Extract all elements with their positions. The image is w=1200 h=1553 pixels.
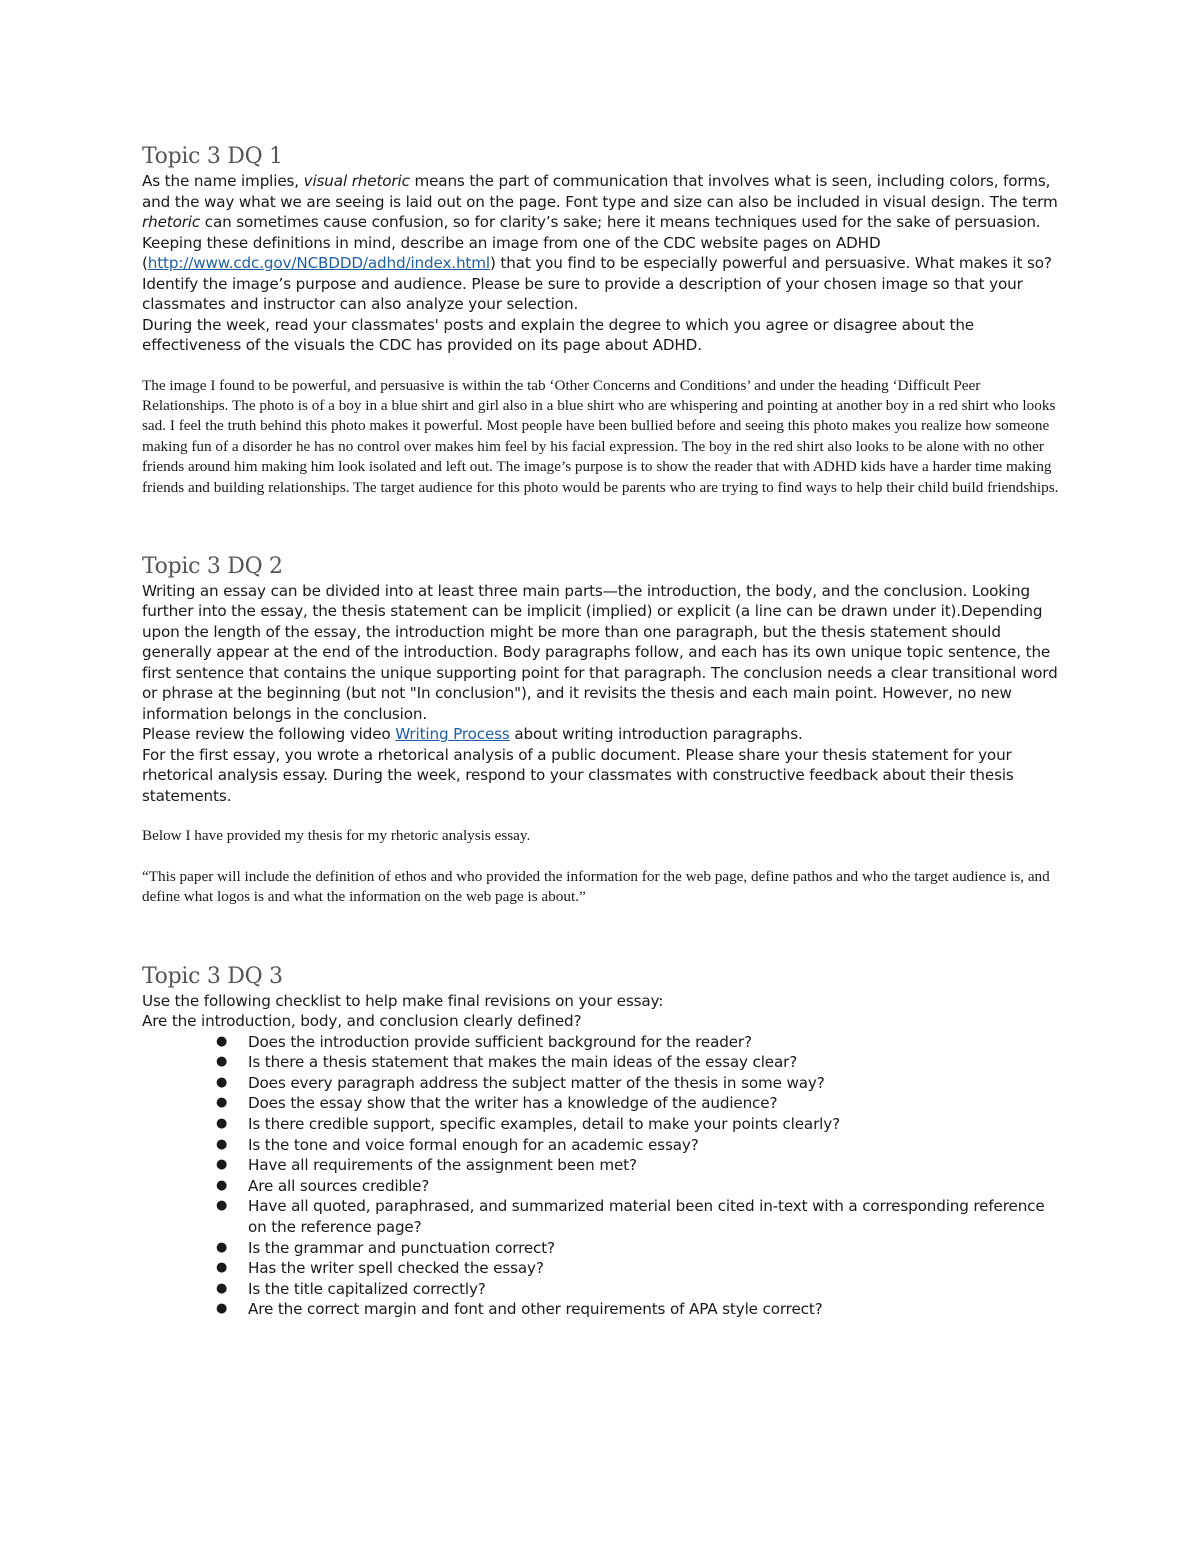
- bullet-icon: ●: [216, 1116, 228, 1132]
- checklist-item: [216, 1093, 1062, 1114]
- bullet-icon: ●: [216, 1054, 228, 1070]
- checklist-item: [216, 1032, 1062, 1053]
- checklist-item-text: Are the correct margin and font and other requirements of APA style correct?: [248, 1300, 823, 1319]
- cdc-adhd-link[interactable]: http://www.cdc.gov/NCBDDD/adhd/index.html: [147, 254, 490, 272]
- checklist-item-text: Is the tone and voice formal enough for an academic essay?: [248, 1135, 699, 1154]
- bullet-icon: ●: [216, 1280, 228, 1296]
- checklist-item: [216, 1279, 1062, 1300]
- checklist-item: [216, 1176, 1062, 1197]
- dq1-heading: Topic 3 DQ 1: [142, 144, 283, 169]
- dq2-p2-text-a: Please review the following video: [142, 725, 396, 744]
- dq1-p1-emphasis-visual-rhetoric: visual rhetoric: [303, 172, 410, 190]
- bullet-icon: ●: [216, 1177, 228, 1193]
- checklist-item: [216, 1299, 1062, 1320]
- checklist-item: [216, 1258, 1062, 1279]
- dq1-prompt-paragraph-1: [142, 171, 1062, 233]
- checklist-item-text: Are all sources credible?: [248, 1176, 430, 1195]
- revision-checklist: [142, 1032, 1062, 1320]
- dq1-p1-text-c: can sometimes cause confusion, so for clarity’s sake; here it means techniques used for the sake of persuasion.: [200, 213, 1041, 231]
- section-spacer: [142, 498, 1062, 553]
- bullet-icon: ●: [216, 1301, 228, 1317]
- checklist-item: [216, 1238, 1062, 1259]
- dq2-prompt-paragraph-1: Writing an essay can be divided into at least three main parts—the introduction, the body, and the conclusion. Looking further into the essay, the thesis statement can be implicit (implied) or explicit (a line can be drawn under it).Depending upon the length of the essay, the introduction might be more than one paragraph, but the thesis statement should generally appear at the end of the introduction. Body paragraphs follow, and each has its own unique topic sentence, the first sentence that contains the unique supporting point for that paragraph. The conclusion needs a clear transitional word or phrase at the beginning (but not "In conclusion"), and it revisits the thesis and each main point. However, no new information belongs in the conclusion.: [142, 581, 1058, 723]
- section-spacer: [142, 908, 1062, 963]
- bullet-icon: ●: [216, 1157, 228, 1173]
- dq2-heading: Topic 3 DQ 2: [142, 553, 283, 579]
- checklist-item: [216, 1155, 1062, 1176]
- bullet-icon: ●: [216, 1136, 228, 1152]
- checklist-item-text: Is the grammar and punctuation correct?: [248, 1238, 555, 1257]
- dq3-heading: Topic 3 DQ 3: [142, 963, 283, 989]
- dq2-answer-thesis: “This paper will include the definition of ethos and who provided the information for the web page, define pathos and who the target audience is, and define what logos is and what the information on the web page is about.”: [142, 867, 1050, 906]
- section-dq3: [142, 963, 1062, 1320]
- bullet-icon: ●: [216, 1198, 228, 1214]
- section-dq1: [142, 143, 1062, 498]
- bullet-icon: ●: [216, 1033, 228, 1049]
- checklist-item: [216, 1052, 1062, 1073]
- checklist-item-text: Is there a thesis statement that makes the main ideas of the essay clear?: [248, 1053, 798, 1072]
- bullet-icon: ●: [216, 1260, 228, 1276]
- checklist-item-text: Have all quoted, paraphrased, and summarized material been cited in-text with a corresponding reference on the reference page?: [248, 1197, 1045, 1236]
- bullet-icon: ●: [216, 1074, 228, 1090]
- dq1-p1-emphasis-rhetoric: rhetoric: [142, 213, 201, 231]
- dq2-prompt-paragraph-3: For the first essay, you wrote a rhetorical analysis of a public document. Please share your thesis statement for your rhetorical analysis essay. During the week, respond to your classmates with constructive feedback about their thesis statements.: [142, 745, 1014, 805]
- dq1-p1-text-a: As the name implies,: [142, 172, 304, 190]
- writing-process-video-link[interactable]: Writing Process: [395, 725, 510, 744]
- spacer: [142, 356, 1062, 376]
- checklist-item: [216, 1135, 1062, 1156]
- checklist-item-text: Does every paragraph address the subject matter of the thesis in some way?: [248, 1073, 825, 1092]
- checklist-item-text: Is there credible support, specific examples, detail to make your points clearly?: [248, 1115, 840, 1134]
- dq1-p1-text-b: means the part of communication that involves what is seen, including colors, forms, and the way what we are seeing is laid out on the page. Font type and size can also be included in visual design. The term: [142, 172, 1058, 211]
- dq1-prompt-paragraph-2: [142, 233, 1062, 315]
- spacer: [142, 847, 1062, 867]
- document-page: [142, 143, 1062, 1320]
- dq1-answer: The image I found to be powerful, and persuasive is within the tab ‘Other Concerns and Conditions’ and under the heading ‘Difficult Peer Relationships. The photo is of a boy in a blue shirt and girl also in a blue shirt who are whispering and pointing at another boy in a red shirt who looks sad. I feel the truth behind this photo makes it powerful. Most people have been bullied before and seeing this photo makes you realize how someone making fun of a disorder he has no control over makes him feel by his facial expression. The boy in the red shirt also looks to be alone with no other friends around him making him look isolated and left out. The image’s purpose is to show the reader that with ADHD kids have a harder time making friends and building relationships. The target audience for this photo would be parents who are trying to find ways to help their child build friendships.: [142, 376, 1059, 496]
- dq3-prompt-paragraph-1: Use the following checklist to help make final revisions on your essay:: [142, 991, 664, 1010]
- checklist-item: [216, 1196, 1062, 1237]
- dq1-p2-text-b: ) that you find to be especially powerful and persuasive. What makes it so? Identify the image’s purpose and audience. Please be sure to provide a description of your chosen image so that your classmates and instructor can also analyze your selection.: [142, 254, 1052, 313]
- bullet-icon: ●: [216, 1239, 228, 1255]
- checklist-item-text: Has the writer spell checked the essay?: [248, 1259, 544, 1278]
- bullet-icon: ●: [216, 1095, 228, 1111]
- checklist-item: [216, 1073, 1062, 1094]
- dq1-p2-text-a: Keeping these definitions in mind, describe an image from one of the CDC website pages on ADHD (: [142, 233, 881, 272]
- section-dq2: [142, 553, 1062, 908]
- dq1-prompt-paragraph-3: During the week, read your classmates' posts and explain the degree to which you agree or disagree about the effectiveness of the visuals the CDC has provided on its page about ADHD.: [142, 315, 974, 354]
- checklist-item-text: Is the title capitalized correctly?: [248, 1279, 486, 1298]
- dq3-prompt-paragraph-2: Are the introduction, body, and conclusion clearly defined?: [142, 1012, 582, 1031]
- checklist-item: [216, 1114, 1062, 1135]
- dq2-prompt-paragraph-2: [142, 724, 1062, 745]
- checklist-item-text: Does the essay show that the writer has a knowledge of the audience?: [248, 1094, 778, 1113]
- dq2-answer-intro: Below I have provided my thesis for my rhetoric analysis essay.: [142, 827, 531, 845]
- dq2-p2-text-b: about writing introduction paragraphs.: [509, 725, 803, 744]
- spacer: [142, 806, 1062, 826]
- checklist-item-text: Have all requirements of the assignment been met?: [248, 1156, 637, 1175]
- checklist-item-text: Does the introduction provide sufficient background for the reader?: [248, 1032, 752, 1051]
